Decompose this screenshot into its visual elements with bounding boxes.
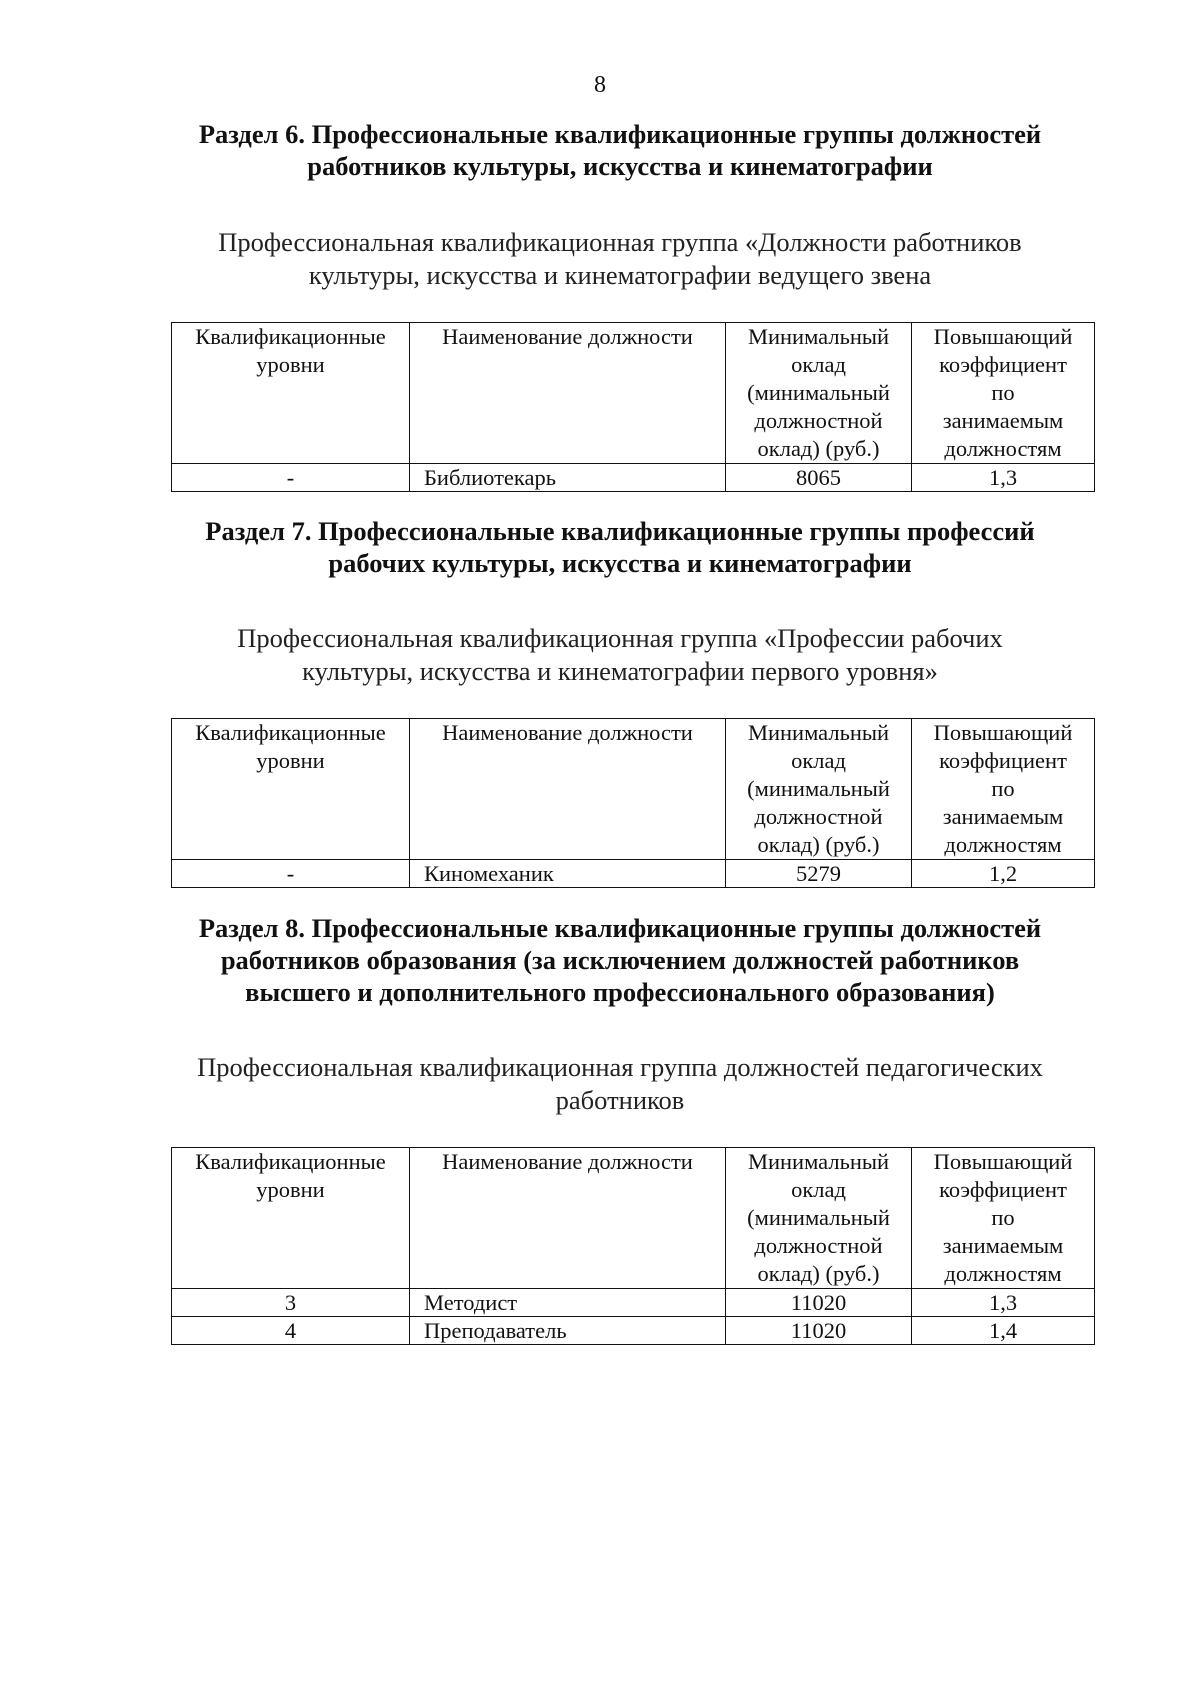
cell-position-name: Библиотекарь <box>410 464 726 492</box>
header-min-salary: Минимальный оклад (минимальный должностной оклад) (руб.) <box>726 1148 912 1289</box>
header-position-name: Наименование должности <box>410 1148 726 1289</box>
header-coefficient: Повышающий коэффициент по занимаемым должностям <box>912 719 1095 860</box>
cell-salary: 11020 <box>726 1289 912 1317</box>
title-line: работников образования (за исключением должностей работников <box>220 945 1020 975</box>
section-6-title <box>150 118 1090 182</box>
group-line: работников <box>555 1085 685 1115</box>
section-6-table <box>171 322 1095 492</box>
page-number: 8 <box>594 72 606 98</box>
header-coefficient: Повышающий коэффициент по занимаемым должностям <box>912 323 1095 464</box>
cell-salary: 5279 <box>726 860 912 888</box>
cell-level: 3 <box>172 1289 410 1317</box>
table-row <box>172 860 1095 888</box>
section-8-table <box>171 1147 1095 1345</box>
title-line: Раздел 8. Профессиональные квалификационные группы должностей <box>198 913 1042 943</box>
header-position-name: Наименование должности <box>410 719 726 860</box>
section-6-group-title <box>150 226 1090 292</box>
title-line: высшего и дополнительного профессионального образования) <box>245 977 995 1007</box>
cell-position-name: Преподаватель <box>410 1317 726 1345</box>
title-line: работников культуры, искусства и кинематографии <box>307 151 933 181</box>
table-header-row <box>172 719 1095 860</box>
table-row <box>172 1317 1095 1345</box>
title-line: рабочих культуры, искусства и кинематографии <box>328 548 912 578</box>
group-line: культуры, искусства и кинематографии первого уровня» <box>302 656 938 686</box>
section-8-group-title <box>150 1051 1090 1117</box>
header-coefficient: Повышающий коэффициент по занимаемым должностям <box>912 1148 1095 1289</box>
group-line: Профессиональная квалификационная группа «Должности работников <box>218 227 1022 257</box>
cell-position-name: Методист <box>410 1289 726 1317</box>
cell-level: 4 <box>172 1317 410 1345</box>
table-row <box>172 1289 1095 1317</box>
cell-salary: 8065 <box>726 464 912 492</box>
group-line: Профессиональная квалификационная группа «Профессии рабочих <box>237 623 1003 653</box>
header-levels: Квалификационные уровни <box>172 323 410 464</box>
title-line: Раздел 7. Профессиональные квалификационные группы профессий <box>205 516 1035 546</box>
cell-coefficient: 1,3 <box>912 1289 1095 1317</box>
header-min-salary: Минимальный оклад (минимальный должностной оклад) (руб.) <box>726 719 912 860</box>
table-row <box>172 464 1095 492</box>
cell-coefficient: 1,3 <box>912 464 1095 492</box>
header-min-salary: Минимальный оклад (минимальный должностной оклад) (руб.) <box>726 323 912 464</box>
cell-coefficient: 1,2 <box>912 860 1095 888</box>
cell-salary: 11020 <box>726 1317 912 1345</box>
section-7-title <box>150 515 1090 579</box>
section-7-group-title <box>150 622 1090 688</box>
section-7-table <box>171 718 1095 888</box>
table-header-row <box>172 1148 1095 1289</box>
header-levels: Квалификационные уровни <box>172 719 410 860</box>
cell-coefficient: 1,4 <box>912 1317 1095 1345</box>
section-8-title <box>150 912 1090 1008</box>
group-line: Профессиональная квалификационная группа должностей педагогических <box>197 1052 1043 1082</box>
cell-level: - <box>172 860 410 888</box>
title-line: Раздел 6. Профессиональные квалификационные группы должностей <box>198 119 1042 149</box>
header-position-name: Наименование должности <box>410 323 726 464</box>
header-levels: Квалификационные уровни <box>172 1148 410 1289</box>
group-line: культуры, искусства и кинематографии ведущего звена <box>308 260 932 290</box>
cell-position-name: Киномеханик <box>410 860 726 888</box>
table-header-row <box>172 323 1095 464</box>
cell-level: - <box>172 464 410 492</box>
